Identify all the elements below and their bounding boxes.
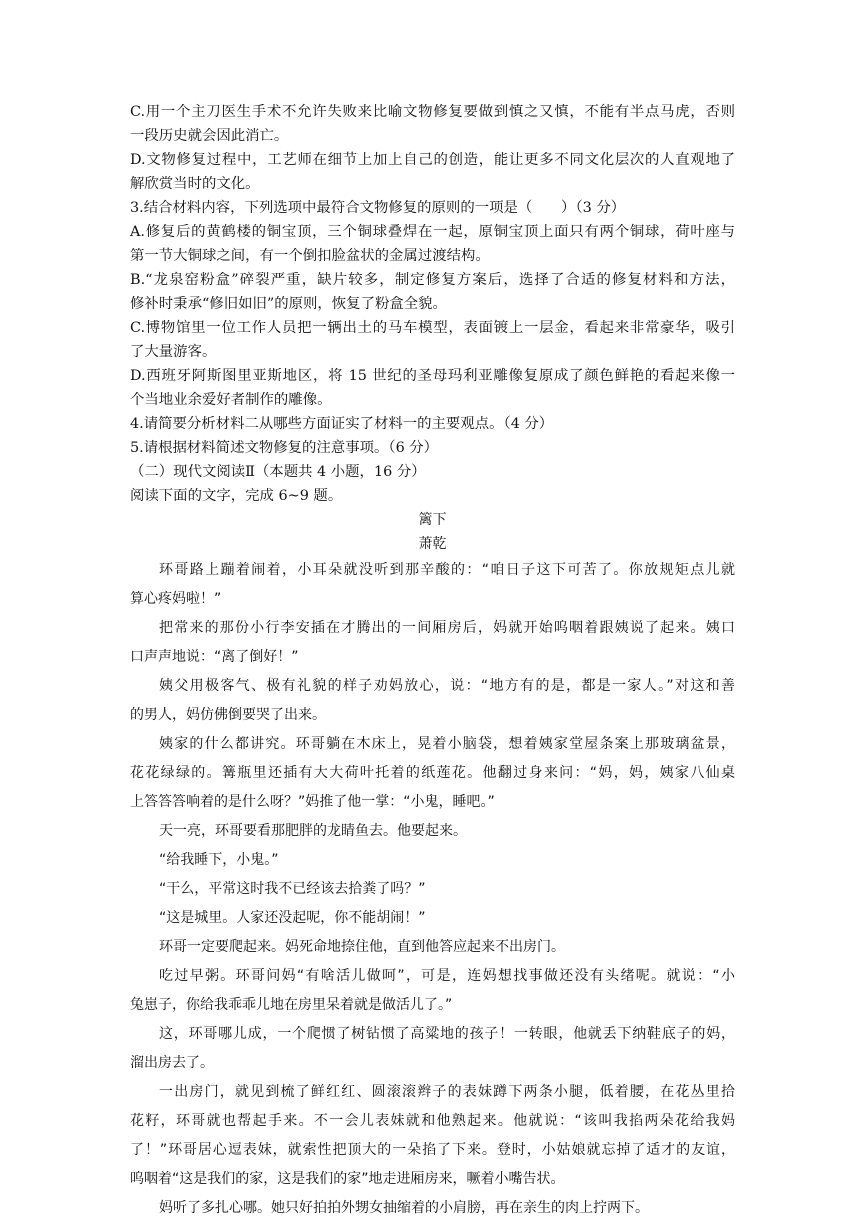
- story-line: 天一亮，环哥要看那肥胖的龙睛鱼去。他要起来。: [159, 823, 467, 839]
- option-3b: [130, 268, 735, 316]
- story-line: 妈听了多扎心哪。她只好拍拍外甥女抽缩着的小肩膀，再在亲生的肉上拧两下。: [159, 1200, 649, 1216]
- story-line: 口声声地说：“离了倒好！”: [130, 649, 299, 665]
- story-line: 兔崽子，你给我乖乖儿地在房里呆着就是做活儿了。”: [130, 997, 453, 1013]
- story-line: 姨父用极客气、极有礼貌的样子劝妈放心，说：“地方有的是，都是一家人。”对这和善: [159, 678, 735, 694]
- story-paragraph: [130, 614, 735, 672]
- story-paragraph: [130, 1020, 735, 1078]
- story-paragraph: [130, 817, 735, 846]
- text-line: 了大量游客。: [130, 344, 217, 360]
- story-line: 花花绿绿的。篝瓶里还插有大大荷叶托着的纸莲花。他翻过身来问：“妈，妈，姨家八仙桌: [130, 765, 735, 781]
- story-paragraph: [130, 962, 735, 1020]
- story-line: 姨家的什么都讲究。环哥躺在木床上，晃着小脑袋，想着姨家堂屋条案上那玻璃盆景，: [159, 736, 735, 752]
- option-2d: [130, 148, 735, 196]
- section-instruction: 阅读下面的文字，完成 6~9 题。: [130, 488, 343, 504]
- story-line: 呜咽着“这是我们的家，这是我们的家”地走进厢房来，噘着小嘴告状。: [130, 1171, 565, 1187]
- text-line: 解欣赏当时的文化。: [130, 176, 260, 192]
- option-2c: [130, 100, 735, 148]
- story-body: [130, 556, 735, 1223]
- story-line: 把常来的那份小行李安插在才腾出的一间厢房后，妈就开始呜咽着跟姨说了起来。姨口: [159, 620, 735, 636]
- text-line: 个当地业余爱好者制作的雕像。: [130, 392, 332, 408]
- story-paragraph: [130, 730, 735, 817]
- story-title-block: [130, 508, 735, 556]
- story-line: “给我睡下，小鬼。”: [159, 852, 279, 868]
- story-paragraph: [130, 672, 735, 730]
- question-3: 3.结合材料内容，下列选项中最符合文物修复的原则的一项是（ ）（3 分）: [130, 200, 626, 216]
- story-line: 溜出房去了。: [130, 1055, 214, 1071]
- story-paragraph: [130, 933, 735, 962]
- text-line: 第一节大铜球之间，有一个倒扣脸盆状的金属过渡结构。: [130, 248, 490, 264]
- story-line: “这是城里。人家还没起呢，你不能胡闹！”: [159, 910, 426, 926]
- story-author: 萧乾: [418, 536, 447, 552]
- text-line: B.“龙泉窑粉盒”碎裂严重，缺片较多，制定修复方案后，选择了合适的修复材料和方法，: [130, 272, 735, 288]
- section-heading: （二）现代文阅读Ⅱ（本题共 4 小题，16 分）: [130, 464, 426, 480]
- story-paragraph: [130, 1078, 735, 1194]
- story-line: 这，环哥哪儿成，一个爬惯了树钻惯了高粱地的孩子！一转眼，他就丢下纳鞋底子的妈，: [159, 1026, 735, 1042]
- story-paragraph: [130, 556, 735, 614]
- story-line: 一出房门，就见到梳了鲜红红、圆滚滚辫子的表妹蹲下两条小腿，低着腰，在花丛里拾: [159, 1084, 735, 1100]
- text-line: 修补时秉承“修旧如旧”的原则，恢复了粉盒全貌。: [130, 296, 447, 312]
- story-paragraph: [130, 904, 735, 933]
- story-paragraph: [130, 846, 735, 875]
- question-4: 4.请简要分析材料二从哪些方面证实了材料一的主要观点。（4 分）: [130, 416, 554, 432]
- option-3c: [130, 316, 735, 364]
- text-line: C.用一个主刀医生手术不允许失败来比喻文物修复要做到慎之又慎，不能有半点马虎，否则: [130, 104, 735, 120]
- exam-page: [130, 100, 735, 1223]
- story-line: 环哥路上蹦着闹着，小耳朵就没听到那辛酸的：“咱日子这下可苦了。你放规矩点儿就: [159, 562, 735, 578]
- question-5: 5.请根据材料简述文物修复的注意事项。（6 分）: [130, 440, 439, 456]
- text-line: A.修复后的黄鹤楼的铜宝顶，三个铜球叠焊在一起，原铜宝顶上面只有两个铜球，荷叶座与: [130, 224, 735, 240]
- story-line: 花籽，环哥就也帮起手来。不一会儿表妹就和他熟起来。他就说：“该叫我掐两朵花给我妈: [130, 1113, 735, 1129]
- story-line: 算心疼妈啦！”: [130, 591, 222, 607]
- text-line: C.博物馆里一位工作人员把一辆出土的马车模型，表面镀上一层金，看起来非常豪华，吸引: [130, 320, 735, 336]
- story-line: 的男人，妈仿佛倒要哭了出来。: [130, 707, 326, 723]
- text-line: 一段历史就会因此消亡。: [130, 128, 289, 144]
- text-line: D.西班牙阿斯图里亚斯地区，将 15 世纪的圣母玛利亚雕像复原成了颜色鲜艳的看起来像一: [130, 368, 735, 384]
- story-line: 环哥一定要爬起来。妈死命地捺住他，直到他答应起来不出房门。: [159, 939, 565, 955]
- story-line: “干么，平常这时我不已经该去拾粪了吗？”: [159, 881, 426, 897]
- story-line: 吃过早粥。环哥问妈“有啥活儿做呵”，可是，连妈想找事做还没有头绪呢。就说：“小: [159, 968, 735, 984]
- story-line: 了！”环哥居心逗表妹，就索性把顶大的一朵掐了下来。登时，小姑娘就忘掉了适才的友谊，: [130, 1142, 735, 1158]
- story-title: 篱下: [418, 512, 447, 528]
- option-3a: [130, 220, 735, 268]
- option-3d: [130, 364, 735, 412]
- story-paragraph: [130, 875, 735, 904]
- story-paragraph: [130, 1194, 735, 1223]
- text-line: D.文物修复过程中，工艺师在细节上加上自己的创造，能让更多不同文化层次的人直观地了: [130, 152, 735, 168]
- story-line: 上答答答响着的是什么呀？”妈推了他一掌：“小鬼，睡吧。”: [130, 794, 495, 810]
